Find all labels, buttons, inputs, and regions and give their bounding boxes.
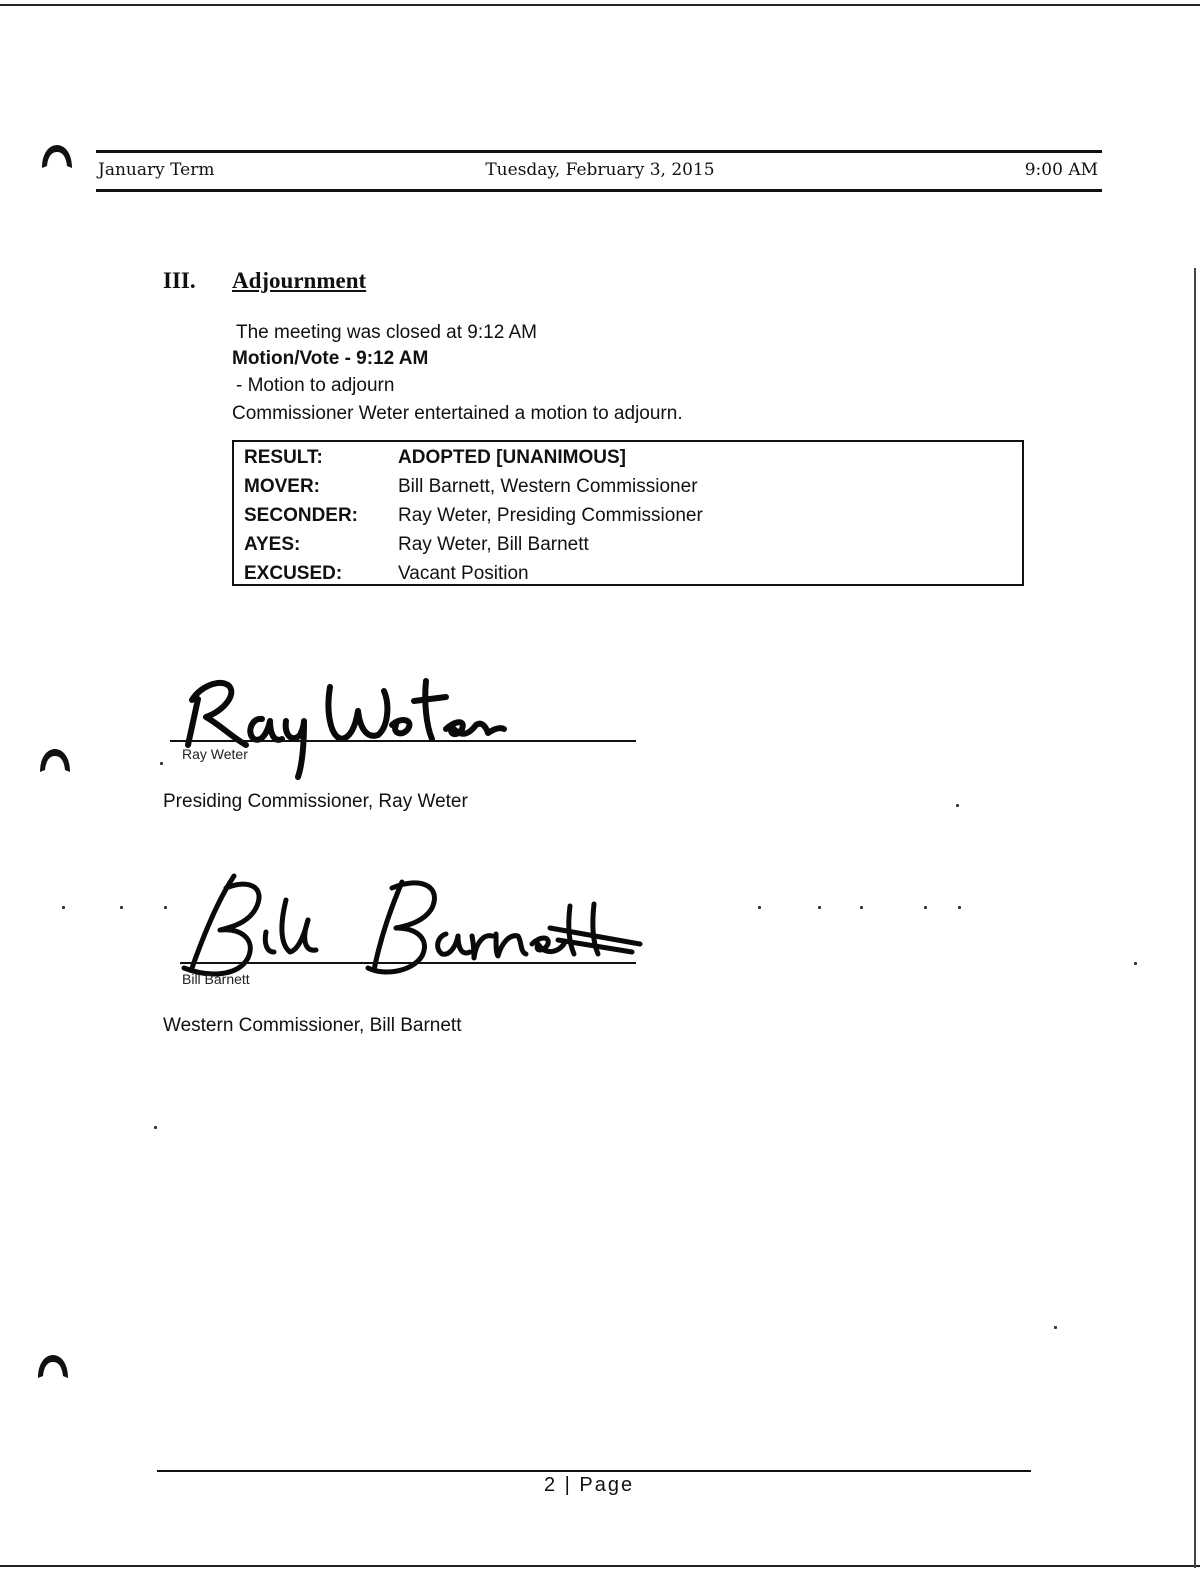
- page-number: 2 | Page: [544, 1474, 635, 1496]
- scan-speck: [154, 1126, 157, 1129]
- scan-speck: [120, 906, 123, 909]
- motion-heading: Motion/Vote - 9:12 AM: [232, 348, 429, 369]
- scan-speck: [1054, 1326, 1057, 1329]
- vote-label: MOVER:: [244, 476, 320, 497]
- signature-line: [180, 962, 636, 964]
- header-rule-top: [96, 150, 1102, 153]
- vote-label: RESULT:: [244, 447, 323, 468]
- vote-result-table: [232, 440, 1024, 586]
- vote-value: Vacant Position: [398, 563, 529, 584]
- punch-hole-icon: [38, 746, 72, 776]
- header-term: January Term: [98, 160, 215, 180]
- scan-edge-bottom: [0, 1565, 1200, 1567]
- motion-item: - Motion to adjourn: [236, 375, 395, 396]
- punch-hole-icon: [36, 1352, 70, 1382]
- vote-label: AYES:: [244, 534, 301, 555]
- header-time: 9:00 AM: [1024, 160, 1098, 180]
- scan-speck: [1134, 962, 1137, 965]
- section-number: III.: [163, 268, 196, 293]
- scan-edge-top: [0, 4, 1200, 6]
- signature-printed-name: Bill Barnett: [182, 971, 250, 987]
- header-date: Tuesday, February 3, 2015: [485, 160, 715, 180]
- vote-value: Bill Barnett, Western Commissioner: [398, 476, 698, 497]
- vote-value: Ray Weter, Presiding Commissioner: [398, 505, 703, 526]
- punch-hole-icon: [40, 142, 74, 172]
- scan-speck: [164, 906, 167, 909]
- motion-entertained-text: Commissioner Weter entertained a motion to adjourn.: [232, 403, 683, 424]
- header-rule-bottom: [96, 189, 1102, 192]
- scan-speck: [160, 762, 163, 765]
- footer-rule: [157, 1470, 1031, 1472]
- signature-printed-name: Ray Weter: [182, 746, 248, 762]
- scan-speck: [956, 804, 959, 807]
- signature-title: Western Commissioner, Bill Barnett: [163, 1015, 462, 1036]
- bill-barnett-signature: [170, 870, 640, 985]
- scan-speck: [62, 906, 65, 909]
- signature-line: [170, 740, 636, 742]
- scan-speck: [758, 906, 761, 909]
- section-title: Adjournment: [232, 268, 367, 293]
- scan-speck: [924, 906, 927, 909]
- scan-edge-right: [1194, 268, 1196, 1568]
- vote-label: EXCUSED:: [244, 563, 343, 584]
- vote-value: ADOPTED [UNANIMOUS]: [398, 447, 626, 468]
- scan-speck: [818, 906, 821, 909]
- ray-weter-signature: [170, 655, 560, 785]
- scan-speck: [958, 906, 961, 909]
- vote-value: Ray Weter, Bill Barnett: [398, 534, 589, 555]
- scan-speck: [860, 906, 863, 909]
- signature-title: Presiding Commissioner, Ray Weter: [163, 791, 468, 812]
- meeting-closed-text: The meeting was closed at 9:12 AM: [236, 322, 537, 343]
- vote-label: SECONDER:: [244, 505, 359, 526]
